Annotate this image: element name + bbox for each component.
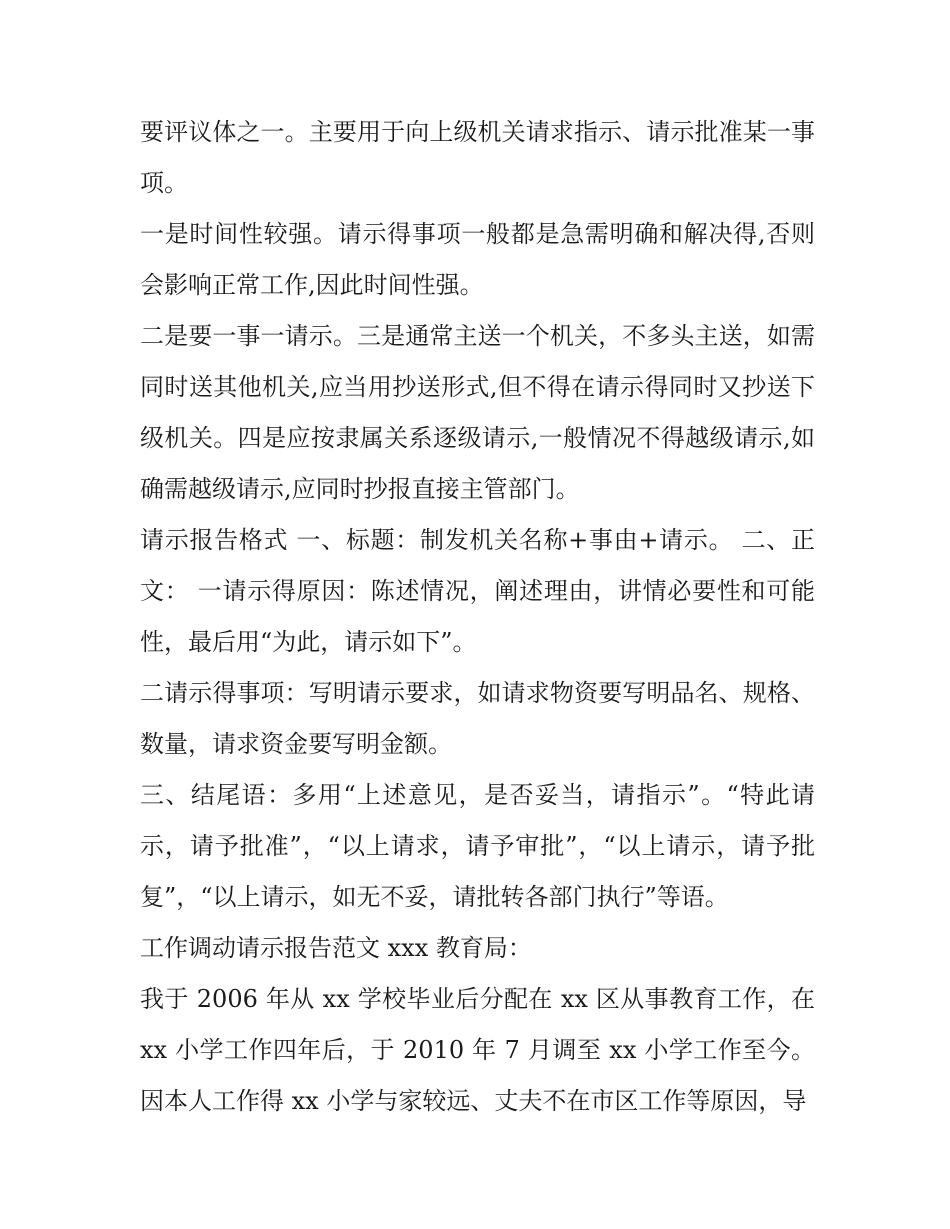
paragraph-request-items: 二请示得事项：写明请示要求，如请求物资要写明品名、规格、数量，请求资金要写明金额。	[140, 679, 815, 758]
document-body	[140, 107, 815, 1127]
paragraph-request-definition: 要评议体之一。主要用于向上级机关请求指示、请示批准某一事项。	[140, 118, 815, 197]
paragraph-report-format: 请示报告格式 一、标题：制发机关名称+事由+请示。 二、正文： 一请示得原因：陈述情况，阐述理由，讲情必要性和可能性，最后用“为此，请示如下”。	[140, 526, 815, 656]
paragraph-closing-phrases: 三、结尾语：多用“上述意见，是否妥当，请指示”。“特此请示，请予批准”，“以上请求，请予审批”，“以上请示，请予批复”，“以上请示，如无不妥，请批转各部门执行”等语。	[140, 781, 815, 911]
paragraph-one-request-rule: 二是要一事一请示。三是通常主送一个机关，不多头主送，如需同时送其他机关,应当用抄送形式,但不得在请示得同时又抄送下级机关。四是应按隶属关系逐级请示,一般情况不得越级请示,如确需越级请示,应同时抄报直接主管部门。	[140, 322, 815, 503]
paragraph-timeliness: 一是时间性较强。请示得事项一般都是急需明确和解决得,否则会影响正常工作,因此时间性强。	[140, 220, 815, 299]
paragraph-sample-body: 我于 2006 年从 xx 学校毕业后分配在 xx 区从事教育工作，在 xx 小学工作四年后，于 2010 年 7 月调至 xx 小学工作至今。因本人工作得 xx 小学与家较远、丈夫不在市区工作等原因，导	[140, 985, 815, 1115]
paragraph-sample-heading: 工作调动请示报告范文 xxx 教育局：	[140, 934, 532, 962]
